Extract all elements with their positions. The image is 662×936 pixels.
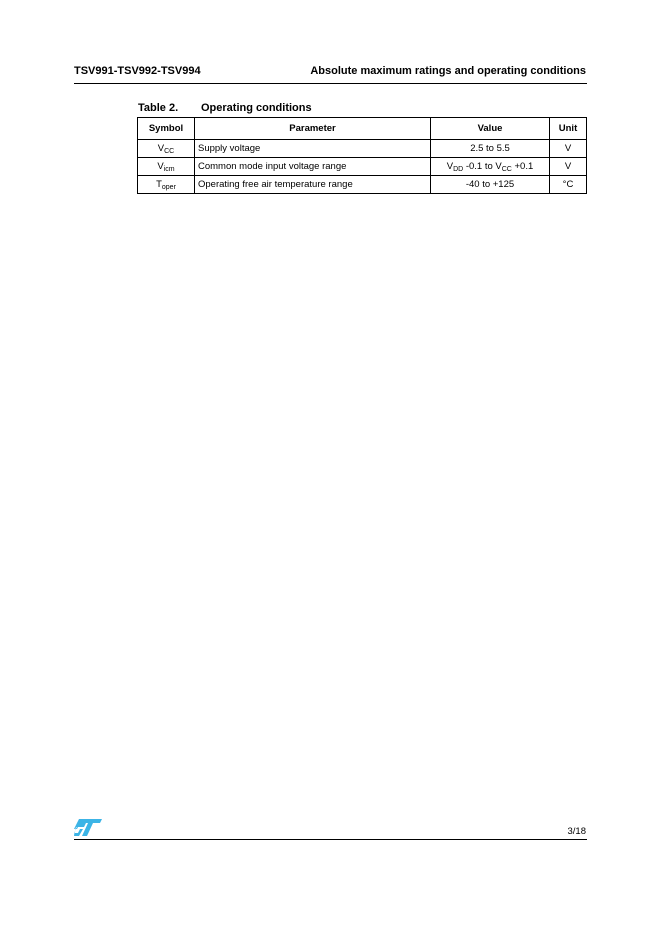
column-header-symbol: Symbol	[138, 118, 195, 140]
table-caption	[138, 102, 312, 114]
table-header-row	[138, 118, 587, 140]
st-logo-icon	[74, 819, 102, 836]
unit-cell: V	[550, 158, 587, 176]
table-number: Table 2.	[138, 102, 179, 114]
symbol-cell: $V_{CC}$	[138, 140, 195, 158]
parameter-cell: Supply voltage	[195, 140, 431, 158]
column-header-parameter: Parameter	[195, 118, 431, 140]
table-title: Operating conditions	[201, 102, 312, 114]
symbol-cell: $V_{icm}$	[138, 158, 195, 176]
value-cell: -40 to +125	[431, 176, 550, 194]
parameter-cell: Common mode input voltage range	[195, 158, 431, 176]
header-divider	[74, 83, 587, 84]
unit-cell: °C	[550, 176, 587, 194]
symbol-cell: $T_{oper}$	[138, 176, 195, 194]
section-title: Absolute maximum ratings and operating conditions	[310, 65, 586, 77]
value-cell: 2.5 to 5.5	[431, 140, 550, 158]
operating-conditions-table	[137, 117, 587, 194]
parameter-cell: Operating free air temperature range	[195, 176, 431, 194]
page-number: 3/18	[567, 826, 586, 837]
table-row	[138, 158, 587, 176]
table-row	[138, 176, 587, 194]
table-row	[138, 140, 587, 158]
value-cell: $V_{DD}$ -0.1 to $V_{CC} +0.1$	[431, 158, 550, 176]
document-title: TSV991-TSV992-TSV994	[74, 65, 201, 77]
unit-cell: V	[550, 140, 587, 158]
column-header-value: Value	[431, 118, 550, 140]
column-header-unit: Unit	[550, 118, 587, 140]
footer-divider	[74, 839, 587, 840]
